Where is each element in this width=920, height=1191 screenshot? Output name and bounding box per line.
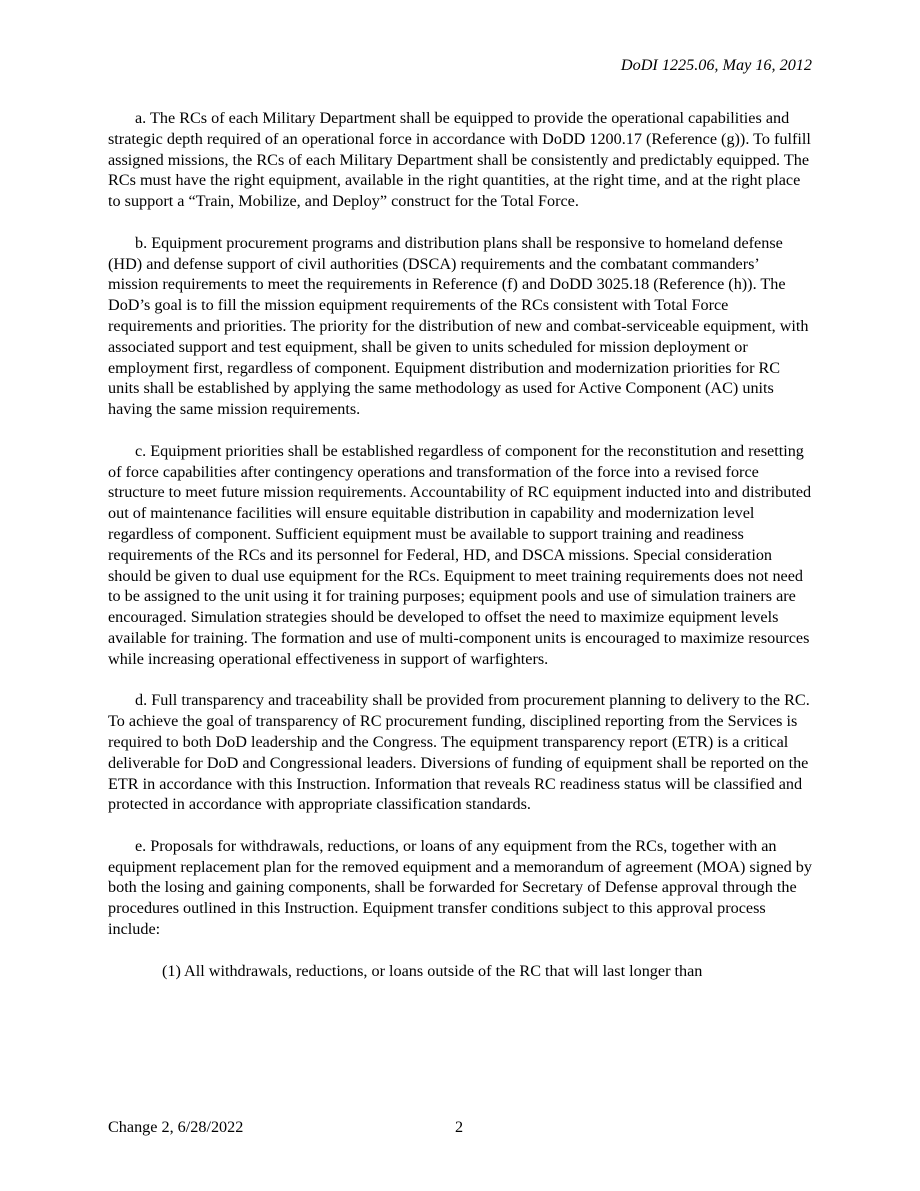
change-notice: Change 2, 6/28/2022 bbox=[108, 1118, 244, 1136]
page-header bbox=[621, 55, 812, 75]
paragraph-d: d. Full transparency and traceability shall be provided from procurement planning to delivery to the RC. To achieve the goal of transparency of RC procurement funding, disciplined reporting from the Services is required to both DoD leadership and the Congress. The equipment transparency report (ETR) is a critical deliverable for DoD and Congressional leaders. Diversions of funding of equipment shall be reported on the ETR in accordance with this Instruction. Information that reveals RC readiness status will be classified and protected in accordance with appropriate classification standards. bbox=[108, 691, 810, 814]
paragraph-c: c. Equipment priorities shall be established regardless of component for the reconstitution and resetting of force capabilities after contingency operations and transformation of the force into a revised force structure to meet future mission requirements. Accountability of RC equipment inducted into and distributed out of maintenance facilities will ensure equitable distribution in capability and modernization level regardless of component. Sufficient equipment must be available to support training and readiness requirements of the RCs and its personnel for Federal, HD, and DSCA missions. Special consideration should be given to dual use equipment for the RCs. Equipment to meet training requirements does not need to be assigned to the unit using it for training purposes; equipment pools and use of simulation trainers are encouraged. Simulation strategies should be developed to offset the need to maximize equipment levels available for training. The formation and use of multi-component units is encouraged to maximize resources while increasing operational effectiveness in support of warfighters. bbox=[108, 441, 812, 668]
paragraph-e-1: (1) All withdrawals, reductions, or loans outside of the RC that will last longer than bbox=[162, 961, 703, 980]
paragraph-e: e. Proposals for withdrawals, reductions, or loans of any equipment from the RCs, together with an equipment replacement plan for the removed equipment and a memorandum of agreement (MOA) signed by both the losing and gaining components, shall be forwarded for Secretary of Defense approval through the procedures outlined in this Instruction. Equipment transfer conditions subject to this approval process include: bbox=[108, 836, 812, 939]
document-reference: DoDI 1225.06, May 16, 2012 bbox=[620, 56, 812, 74]
page-body bbox=[108, 108, 813, 981]
paragraph-a: a. The RCs of each Military Department shall be equipped to provide the operational capabilities and strategic depth required of an operational force in accordance with DoDD 1200.17 (Reference (g)). To fulfill assigned missions, the RCs of each Military Department shall be consistently and predictably equipped. The RCs must have the right equipment, available in the right quantities, at the right time, and at the right place to support a “Train, Mobilize, and Deploy” construct for the Total Force. bbox=[108, 109, 811, 211]
page-number: 2 bbox=[455, 1118, 464, 1136]
paragraph-b: b. Equipment procurement programs and distribution plans shall be responsive to homeland defense (HD) and defense support of civil authorities (DSCA) requirements and the combatant commanders’ mission requirements to meet the requirements in Reference (f) and DoDD 3025.18 (Reference (h)). The DoD’s goal is to fill the mission equipment requirements of the RCs consistent with Total Force requirements and priorities. The priority for the distribution of new and combat-serviceable equipment, with associated support and test equipment, shall be given to units scheduled for mission deployment or employment first, regardless of component. Equipment distribution and modernization priorities for RC units shall be established by applying the same methodology as used for Active Component (AC) units having the same mission requirements. bbox=[108, 233, 809, 419]
